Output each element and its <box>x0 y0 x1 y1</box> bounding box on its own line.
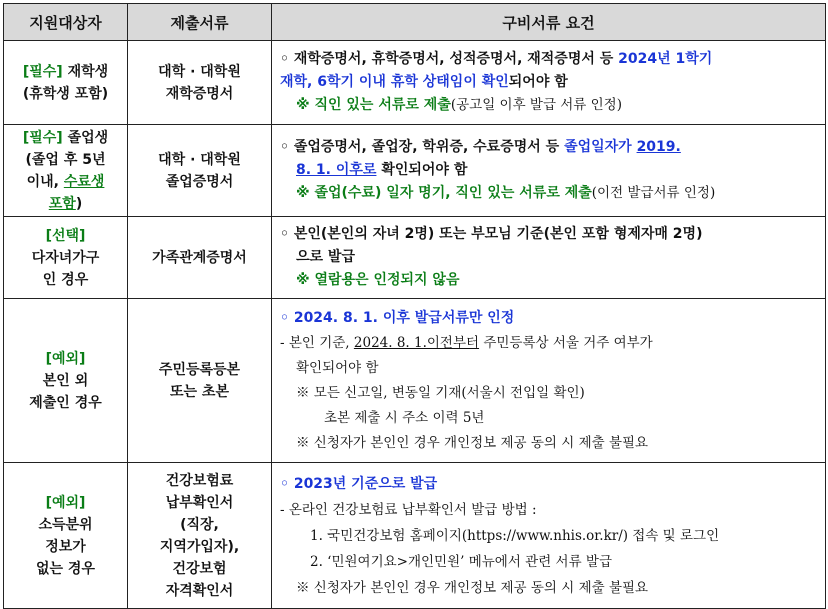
docs-cell: 건강보험료 납부확인서 (직장, 지역가입자), 건강보험 자격확인서 <box>128 463 272 609</box>
docs-cell: 가족관계증명서 <box>128 217 272 299</box>
target-cell: [예외] 본인 외 제출인 경우 <box>4 299 128 463</box>
requirements-cell: ◦ 본인(본인의 자녀 2명) 또는 부모님 기준(본인 포함 형제자매 2명) 으로 발급 ※ 열람용은 인정되지 않음 <box>272 217 826 299</box>
requirements-cell: ◦ 졸업증명서, 졸업장, 학위증, 수료증명서 등 졸업일자가 2019. 8. 1. 이후로 확인되어야 함 ※ 졸업(수료) 일자 명기, 직인 있는 서류로 제출(이전 발급서류 인정) <box>272 125 826 217</box>
header-row <box>4 4 826 41</box>
tag-required: [필수] <box>22 63 63 80</box>
target-cell: [선택] 다자녀가구 인 경우 <box>4 217 128 299</box>
target-cell: [예외] 소득분위 정보가 없는 경우 <box>4 463 128 609</box>
tag-required: [필수] <box>22 129 63 146</box>
table-row <box>4 299 826 463</box>
table-row <box>4 463 826 609</box>
table-row <box>4 41 826 125</box>
target-cell: [필수] 재학생 (휴학생 포함) <box>4 41 128 125</box>
docs-cell: 주민등록등본 또는 초본 <box>128 299 272 463</box>
header-target: 지원대상자 <box>4 4 128 41</box>
tag-exception: [예외] <box>45 350 86 367</box>
docs-cell: 대학 · 대학원 졸업증명서 <box>128 125 272 217</box>
tag-optional: [선택] <box>45 227 86 244</box>
header-docs: 제출서류 <box>128 4 272 41</box>
requirements-cell: ◦ 재학증명서, 휴학증명서, 성적증명서, 재적증명서 등 2024년 1학기 재학, 6학기 이내 휴학 상태임이 확인되어야 함 ※ 직인 있는 서류로 제출(공고일 이후 발급 서류 인정) <box>272 41 826 125</box>
header-requirements: 구비서류 요건 <box>272 4 826 41</box>
requirements-cell: ◦ 2024. 8. 1. 이후 발급서류만 인정 - 본인 기준, 2024. 8. 1.이전부터 주민등록상 서울 거주 여부가 확인되어야 함 ※ 모든 신고일, 변동일 기재(서울시 전입일 확인) 초본 제출 시 주소 이력 5년 ※ 신청자가 본인인 경우 개인정보 제공 동의 시 제출 불필요 <box>272 299 826 463</box>
document-requirements-table <box>3 3 826 609</box>
table-row <box>4 217 826 299</box>
target-cell: [필수] 졸업생 (졸업 후 5년 이내, 수료생 포함) <box>4 125 128 217</box>
requirements-cell: ◦ 2023년 기준으로 발급 - 온라인 건강보험료 납부확인서 발급 방법 : 1. 국민건강보험 홈페이지(https://www.nhis.or.kr/) 접속 및 로그인 2. ‘민원여기요>개인민원’ 메뉴에서 관련 서류 발급 ※ 신청자가 본인인 경우 개인정보 제공 동의 시 제출 불필요 <box>272 463 826 609</box>
tag-exception: [예외] <box>45 494 86 511</box>
table-row <box>4 125 826 217</box>
docs-cell: 대학 · 대학원 재학증명서 <box>128 41 272 125</box>
